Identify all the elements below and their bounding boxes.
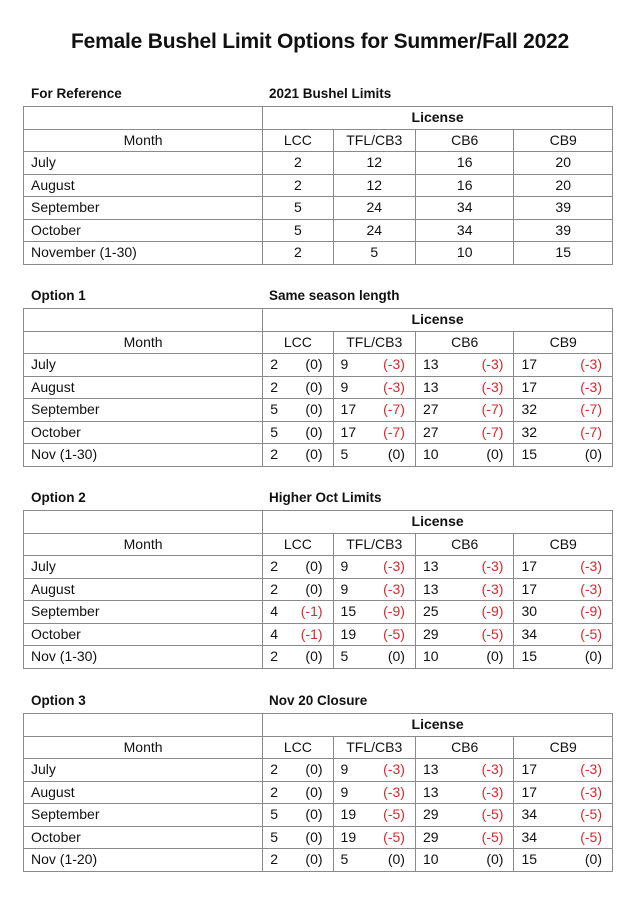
- limit-value: 10: [422, 648, 439, 664]
- limit-cell: 5: [263, 219, 333, 242]
- month-cell: Nov (1-20): [24, 849, 263, 872]
- column-header-row: [24, 331, 613, 354]
- limit-change: (-7): [481, 423, 504, 440]
- month-cell: July: [24, 759, 263, 782]
- column-header: LCC: [263, 331, 333, 354]
- limit-cell: [514, 421, 613, 444]
- limit-cell: [263, 804, 333, 827]
- limit-cell: [263, 849, 333, 872]
- limit-value: 9: [340, 356, 349, 372]
- limit-cell: [333, 578, 415, 601]
- limit-cell: [514, 804, 613, 827]
- limit-value: 9: [340, 783, 349, 800]
- limit-cell: [263, 354, 333, 377]
- limit-change: (-7): [481, 401, 504, 417]
- column-header: CB9: [514, 331, 613, 354]
- limit-change: (-5): [383, 828, 405, 845]
- limit-value: 34: [521, 828, 538, 845]
- license-header-row: [24, 714, 613, 737]
- limit-value: 5: [340, 851, 349, 867]
- header-blank-cell: [24, 309, 263, 332]
- limit-change: (-5): [481, 625, 504, 642]
- limit-change: (0): [387, 851, 405, 867]
- limit-cell: [514, 646, 613, 669]
- limit-value: 17: [521, 761, 538, 777]
- limit-value: 10: [422, 851, 439, 867]
- column-header: CB9: [514, 129, 613, 152]
- month-cell: September: [24, 601, 263, 624]
- limit-change: (-3): [383, 783, 405, 800]
- license-header: License: [263, 511, 613, 534]
- limit-cell: [263, 623, 333, 646]
- limit-cell: [415, 578, 513, 601]
- table-row: [24, 399, 613, 422]
- limit-value: 17: [521, 580, 538, 597]
- limit-change: (0): [305, 558, 323, 574]
- limit-change: (-7): [383, 423, 405, 440]
- limit-cell: [333, 849, 415, 872]
- month-cell: October: [24, 623, 263, 646]
- limit-change: (0): [584, 648, 602, 664]
- limit-cell: [415, 804, 513, 827]
- section-subtitle: Nov 20 Closure: [269, 693, 368, 708]
- limit-cell: [514, 444, 613, 467]
- limit-change: (-7): [580, 401, 602, 417]
- section-subtitle: Higher Oct Limits: [269, 490, 382, 505]
- limit-cell: [263, 399, 333, 422]
- limit-change: (0): [387, 648, 405, 664]
- limit-cell: [263, 444, 333, 467]
- limit-cell: 24: [333, 219, 415, 242]
- limit-value: 10: [422, 446, 439, 462]
- column-header-row: [24, 533, 613, 556]
- limit-change: (0): [584, 851, 602, 867]
- limit-cell: [514, 781, 613, 804]
- table-row: [24, 242, 613, 265]
- limit-value: 19: [340, 806, 357, 822]
- limit-value: 32: [521, 423, 538, 440]
- reference-table: [23, 106, 613, 265]
- limit-value: 13: [422, 761, 439, 777]
- column-header: TFL/CB3: [333, 533, 415, 556]
- option-3-section: [23, 693, 613, 872]
- limit-change: (-5): [383, 806, 405, 822]
- column-header: LCC: [263, 736, 333, 759]
- limit-value: 13: [422, 783, 439, 800]
- limit-cell: [263, 826, 333, 849]
- month-cell: August: [24, 376, 263, 399]
- limit-value: 2: [270, 580, 278, 597]
- limit-value: 15: [521, 446, 538, 462]
- limit-value: 5: [270, 401, 278, 417]
- option-2-table: [23, 510, 613, 669]
- license-header: License: [263, 309, 613, 332]
- table-row: [24, 759, 613, 782]
- limit-cell: 5: [263, 197, 333, 220]
- limit-change: (0): [305, 761, 323, 777]
- limit-value: 9: [340, 580, 349, 597]
- limit-value: 13: [422, 558, 439, 574]
- limit-change: (0): [305, 423, 323, 440]
- limit-change: (-7): [383, 401, 405, 417]
- limit-cell: 2: [263, 174, 333, 197]
- limit-cell: 5: [333, 242, 415, 265]
- license-header: License: [263, 107, 613, 130]
- table-row: [24, 152, 613, 175]
- limit-change: (-9): [481, 603, 504, 619]
- header-blank-cell: [24, 511, 263, 534]
- section-label: Option 2: [31, 490, 86, 505]
- month-cell: November (1-30): [24, 242, 263, 265]
- limit-change: (0): [584, 446, 602, 462]
- limit-value: 2: [270, 446, 278, 462]
- section-label: Option 1: [31, 288, 86, 303]
- limit-change: (-9): [580, 603, 602, 619]
- section-label: Option 3: [31, 693, 86, 708]
- limit-change: (-3): [580, 580, 602, 597]
- month-header: Month: [24, 331, 263, 354]
- reference-section: [23, 86, 613, 265]
- limit-cell: [333, 759, 415, 782]
- limit-cell: [514, 354, 613, 377]
- column-header: CB6: [415, 533, 513, 556]
- month-cell: Nov (1-30): [24, 646, 263, 669]
- table-row: [24, 354, 613, 377]
- limit-cell: [514, 578, 613, 601]
- limit-value: 15: [521, 851, 538, 867]
- table-row: [24, 849, 613, 872]
- limit-change: (0): [305, 806, 323, 822]
- limit-cell: [263, 646, 333, 669]
- limit-cell: 2: [263, 242, 333, 265]
- limit-change: (-3): [383, 558, 405, 574]
- limit-value: 2: [270, 761, 278, 777]
- limit-cell: 34: [415, 197, 513, 220]
- limit-change: (-3): [580, 378, 602, 395]
- limit-cell: [415, 376, 513, 399]
- header-blank-cell: [24, 714, 263, 737]
- limit-value: 2: [270, 558, 278, 574]
- option-2-section: [23, 490, 613, 669]
- limit-change: (-5): [580, 806, 602, 822]
- limit-cell: 20: [514, 174, 613, 197]
- limit-cell: 34: [415, 219, 513, 242]
- limit-cell: [415, 849, 513, 872]
- month-header: Month: [24, 533, 263, 556]
- limit-cell: [333, 556, 415, 579]
- license-header-row: [24, 511, 613, 534]
- limit-cell: 24: [333, 197, 415, 220]
- limit-value: 2: [270, 356, 278, 372]
- limit-value: 29: [422, 806, 439, 822]
- limit-cell: [415, 646, 513, 669]
- limit-change: (0): [486, 648, 504, 664]
- month-cell: September: [24, 804, 263, 827]
- limit-value: 15: [521, 648, 538, 664]
- page-title: Female Bushel Limit Options for Summer/Fall 2022: [70, 30, 570, 53]
- column-header: TFL/CB3: [333, 736, 415, 759]
- column-header: CB6: [415, 736, 513, 759]
- limit-cell: [263, 781, 333, 804]
- limit-value: 34: [521, 625, 538, 642]
- limit-change: (0): [387, 446, 405, 462]
- header-blank-cell: [24, 107, 263, 130]
- limit-change: (0): [486, 446, 504, 462]
- limit-change: (0): [305, 851, 323, 867]
- month-header: Month: [24, 129, 263, 152]
- column-header: CB9: [514, 533, 613, 556]
- table-row: [24, 556, 613, 579]
- limit-cell: [514, 556, 613, 579]
- limit-cell: [415, 421, 513, 444]
- limit-cell: [263, 601, 333, 624]
- table-row: [24, 601, 613, 624]
- limit-value: 30: [521, 603, 538, 619]
- limit-change: (-3): [481, 558, 504, 574]
- option-1-section: [23, 288, 613, 467]
- limit-cell: [263, 376, 333, 399]
- limit-change: (0): [305, 783, 323, 800]
- limit-value: 2: [270, 378, 278, 395]
- limit-value: 2: [270, 783, 278, 800]
- limit-value: 17: [521, 558, 538, 574]
- limit-change: (-1): [300, 603, 323, 619]
- limit-value: 15: [340, 603, 357, 619]
- limit-cell: [514, 849, 613, 872]
- limit-change: (0): [305, 580, 323, 597]
- license-header: License: [263, 714, 613, 737]
- limit-cell: [415, 623, 513, 646]
- limit-change: (-5): [580, 625, 602, 642]
- month-cell: August: [24, 578, 263, 601]
- column-header: CB6: [415, 129, 513, 152]
- month-cell: September: [24, 197, 263, 220]
- limit-change: (-3): [481, 378, 504, 395]
- limit-cell: [415, 444, 513, 467]
- limit-change: (0): [305, 401, 323, 417]
- limit-cell: [415, 781, 513, 804]
- limit-cell: [263, 421, 333, 444]
- section-subtitle: 2021 Bushel Limits: [269, 86, 392, 101]
- limit-cell: [415, 826, 513, 849]
- limit-cell: [333, 421, 415, 444]
- column-header: TFL/CB3: [333, 331, 415, 354]
- limit-cell: [333, 646, 415, 669]
- limit-value: 5: [340, 648, 349, 664]
- column-header-row: [24, 129, 613, 152]
- limit-value: 13: [422, 378, 439, 395]
- limit-value: 13: [422, 580, 439, 597]
- limit-cell: [415, 354, 513, 377]
- limit-change: (-3): [481, 783, 504, 800]
- table-row: [24, 197, 613, 220]
- limit-value: 13: [422, 356, 439, 372]
- limit-cell: [514, 399, 613, 422]
- license-header-row: [24, 309, 613, 332]
- section-subtitle: Same season length: [269, 288, 400, 303]
- table-row: [24, 219, 613, 242]
- limit-value: 17: [521, 783, 538, 800]
- limit-change: (-7): [580, 423, 602, 440]
- limit-value: 27: [422, 401, 439, 417]
- limit-change: (-3): [481, 356, 504, 372]
- limit-change: (0): [305, 378, 323, 395]
- limit-change: (-3): [383, 356, 405, 372]
- limit-change: (-3): [481, 761, 504, 777]
- limit-change: (0): [305, 648, 323, 664]
- column-header: CB6: [415, 331, 513, 354]
- limit-change: (-3): [580, 761, 602, 777]
- limit-change: (-3): [383, 580, 405, 597]
- limit-cell: [333, 826, 415, 849]
- limit-cell: [514, 376, 613, 399]
- limit-value: 25: [422, 603, 439, 619]
- table-row: [24, 578, 613, 601]
- limit-value: 32: [521, 401, 538, 417]
- limit-cell: [514, 601, 613, 624]
- month-cell: October: [24, 826, 263, 849]
- table-row: [24, 421, 613, 444]
- limit-cell: 12: [333, 152, 415, 175]
- limit-change: (0): [305, 356, 323, 372]
- month-cell: September: [24, 399, 263, 422]
- limit-change: (-1): [300, 625, 323, 642]
- month-cell: August: [24, 174, 263, 197]
- limit-value: 17: [340, 423, 357, 440]
- limit-value: 5: [340, 446, 349, 462]
- option-3-table: [23, 713, 613, 872]
- limit-value: 4: [270, 625, 278, 642]
- limit-cell: [263, 759, 333, 782]
- column-header: LCC: [263, 533, 333, 556]
- column-header: CB9: [514, 736, 613, 759]
- table-row: [24, 623, 613, 646]
- limit-cell: 12: [333, 174, 415, 197]
- limit-change: (-5): [383, 625, 405, 642]
- limit-change: (0): [486, 851, 504, 867]
- limit-cell: 39: [514, 219, 613, 242]
- limit-cell: 39: [514, 197, 613, 220]
- month-cell: August: [24, 781, 263, 804]
- limit-cell: 15: [514, 242, 613, 265]
- limit-change: (-3): [383, 761, 405, 777]
- limit-value: 2: [270, 648, 278, 664]
- limit-value: 9: [340, 378, 349, 395]
- limit-cell: [514, 623, 613, 646]
- limit-cell: 20: [514, 152, 613, 175]
- limit-value: 17: [340, 401, 357, 417]
- limit-cell: 10: [415, 242, 513, 265]
- month-cell: October: [24, 421, 263, 444]
- license-header-row: [24, 107, 613, 130]
- limit-cell: [333, 376, 415, 399]
- limit-cell: [263, 556, 333, 579]
- limit-change: (-3): [580, 783, 602, 800]
- limit-cell: 16: [415, 152, 513, 175]
- limit-value: 2: [270, 851, 278, 867]
- limit-change: (-3): [580, 356, 602, 372]
- limit-value: 5: [270, 423, 278, 440]
- limit-value: 17: [521, 378, 538, 395]
- table-row: [24, 646, 613, 669]
- limit-value: 5: [270, 806, 278, 822]
- limit-cell: [263, 578, 333, 601]
- table-row: [24, 781, 613, 804]
- table-row: [24, 174, 613, 197]
- limit-change: (-3): [481, 580, 504, 597]
- limit-value: 5: [270, 828, 278, 845]
- column-header: TFL/CB3: [333, 129, 415, 152]
- month-cell: July: [24, 556, 263, 579]
- column-header: LCC: [263, 129, 333, 152]
- limit-cell: [415, 601, 513, 624]
- month-cell: Nov (1-30): [24, 444, 263, 467]
- limit-cell: [415, 556, 513, 579]
- limit-cell: [514, 826, 613, 849]
- month-cell: July: [24, 152, 263, 175]
- table-row: [24, 444, 613, 467]
- section-label: For Reference: [31, 86, 122, 101]
- limit-cell: [333, 623, 415, 646]
- month-cell: July: [24, 354, 263, 377]
- limit-cell: [333, 601, 415, 624]
- limit-value: 29: [422, 625, 439, 642]
- limit-cell: 2: [263, 152, 333, 175]
- limit-value: 4: [270, 603, 278, 619]
- limit-change: (-9): [383, 603, 405, 619]
- limit-cell: [415, 399, 513, 422]
- limit-change: (-5): [481, 828, 504, 845]
- limit-change: (-3): [383, 378, 405, 395]
- table-row: [24, 376, 613, 399]
- limit-change: (0): [305, 828, 323, 845]
- table-row: [24, 804, 613, 827]
- limit-change: (-3): [580, 558, 602, 574]
- option-1-table: [23, 308, 613, 467]
- limit-cell: [333, 354, 415, 377]
- limit-value: 19: [340, 625, 357, 642]
- limit-cell: [333, 444, 415, 467]
- table-row: [24, 826, 613, 849]
- limit-cell: [415, 759, 513, 782]
- limit-value: 9: [340, 761, 349, 777]
- limit-value: 17: [521, 356, 538, 372]
- limit-value: 29: [422, 828, 439, 845]
- limit-value: 27: [422, 423, 439, 440]
- limit-value: 9: [340, 558, 349, 574]
- limit-change: (-5): [580, 828, 602, 845]
- column-header-row: [24, 736, 613, 759]
- limit-value: 34: [521, 806, 538, 822]
- limit-value: 19: [340, 828, 357, 845]
- limit-cell: [333, 781, 415, 804]
- limit-change: (0): [305, 446, 323, 462]
- month-cell: October: [24, 219, 263, 242]
- limit-change: (-5): [481, 806, 504, 822]
- limit-cell: [333, 399, 415, 422]
- limit-cell: [333, 804, 415, 827]
- month-header: Month: [24, 736, 263, 759]
- limit-cell: 16: [415, 174, 513, 197]
- limit-cell: [514, 759, 613, 782]
